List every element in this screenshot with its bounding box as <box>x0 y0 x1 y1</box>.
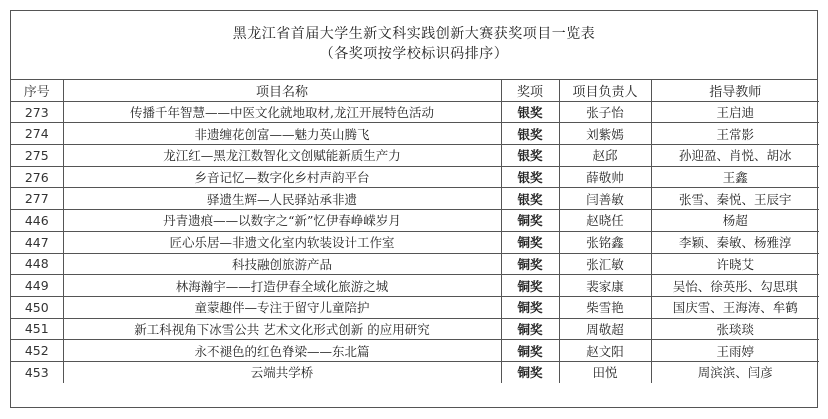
award: 铜奖 <box>501 361 559 382</box>
table-subtitle: （各奖项按学校标识码排序） <box>319 46 509 62</box>
header-leader: 项目负责人 <box>559 80 651 101</box>
project-name: 乡音记忆—数字化乡村声韵平台 <box>63 166 501 188</box>
header-advisor: 指导教师 <box>651 80 819 101</box>
header-row <box>11 80 819 101</box>
row-index: 451 <box>11 318 63 340</box>
award: 铜奖 <box>501 275 559 297</box>
advisor: 张琰琰 <box>651 318 819 340</box>
advisor: 王鑫 <box>651 166 819 188</box>
row-index: 447 <box>11 231 63 253</box>
award: 铜奖 <box>501 253 559 275</box>
project-name: 云端共学桥 <box>63 361 501 382</box>
project-leader: 裴家康 <box>559 275 651 297</box>
advisor: 国庆雪、王海涛、牟鹤 <box>651 296 819 318</box>
award: 银奖 <box>501 145 559 167</box>
project-leader: 赵晓任 <box>559 210 651 232</box>
row-index: 277 <box>11 188 63 210</box>
project-name: 匠心乐居—非遗文化室内软装设计工作室 <box>63 231 501 253</box>
project-leader: 刘紫嫣 <box>559 123 651 145</box>
table-row <box>11 340 819 362</box>
project-leader: 张铭鑫 <box>559 231 651 253</box>
advisor: 孙迎盈、肖悦、胡冰 <box>651 145 819 167</box>
award: 银奖 <box>501 123 559 145</box>
table-row <box>11 101 819 123</box>
project-name: 丹青遗痕——以数字之“新”忆伊春峥嵘岁月 <box>63 210 501 232</box>
row-index: 276 <box>11 166 63 188</box>
header-award: 奖项 <box>501 80 559 101</box>
table-title: 黑龙江省首届大学生新文科实践创新大赛获奖项目一览表 <box>232 26 596 42</box>
row-index: 273 <box>11 101 63 123</box>
table-row <box>11 188 819 210</box>
table-row <box>11 123 819 145</box>
award: 铜奖 <box>501 210 559 232</box>
table-row <box>11 210 819 232</box>
project-name: 龙江红—黑龙江数智化文创赋能新质生产力 <box>63 145 501 167</box>
row-index: 452 <box>11 340 63 362</box>
advisor: 周滨滨、闫彦 <box>651 361 819 382</box>
project-name: 永不褪色的红色脊梁——东北篇 <box>63 340 501 362</box>
advisor: 许晓艾 <box>651 253 819 275</box>
project-name: 新工科视角下冰雪公共 艺术文化形式创新 的应用研究 <box>63 318 501 340</box>
project-leader: 张汇敏 <box>559 253 651 275</box>
project-leader: 薛敬帅 <box>559 166 651 188</box>
award: 银奖 <box>501 166 559 188</box>
award: 银奖 <box>501 188 559 210</box>
award: 铜奖 <box>501 296 559 318</box>
row-index: 446 <box>11 210 63 232</box>
project-name: 林海瀚宇——打造伊春全域化旅游之城 <box>63 275 501 297</box>
table-row <box>11 231 819 253</box>
project-leader: 周敬超 <box>559 318 651 340</box>
advisor: 王常影 <box>651 123 819 145</box>
project-leader: 闫善敏 <box>559 188 651 210</box>
row-index: 274 <box>11 123 63 145</box>
row-index: 275 <box>11 145 63 167</box>
award: 铜奖 <box>501 340 559 362</box>
title-block <box>11 11 817 80</box>
award: 铜奖 <box>501 231 559 253</box>
project-leader: 张子怡 <box>559 101 651 123</box>
project-name: 传播千年智慧——中医文化就地取材,龙江开展特色活动 <box>63 101 501 123</box>
row-index: 450 <box>11 296 63 318</box>
row-index: 453 <box>11 361 63 382</box>
project-name: 非遗缠花创富——魅力英山腾飞 <box>63 123 501 145</box>
table-row <box>11 166 819 188</box>
advisor: 吴怡、徐英彤、勾思琪 <box>651 275 819 297</box>
row-index: 448 <box>11 253 63 275</box>
header-index: 序号 <box>11 80 63 101</box>
project-name: 驿遗生辉—人民驿站承非遗 <box>63 188 501 210</box>
project-leader: 柴雪艳 <box>559 296 651 318</box>
advisor: 王启迪 <box>651 101 819 123</box>
advisor: 杨超 <box>651 210 819 232</box>
award: 银奖 <box>501 101 559 123</box>
header-project-name: 项目名称 <box>63 80 501 101</box>
table-row <box>11 318 819 340</box>
project-leader: 赵邱 <box>559 145 651 167</box>
table-row <box>11 361 819 382</box>
project-leader: 赵文阳 <box>559 340 651 362</box>
award: 铜奖 <box>501 318 559 340</box>
project-name: 科技融创旅游产品 <box>63 253 501 275</box>
table-row <box>11 253 819 275</box>
table-row <box>11 145 819 167</box>
advisor: 李颖、秦敏、杨雅淳 <box>651 231 819 253</box>
award-table <box>11 80 819 383</box>
project-name: 童蒙趣伴—专注于留守儿童陪护 <box>63 296 501 318</box>
row-index: 449 <box>11 275 63 297</box>
table-row <box>11 296 819 318</box>
award-table-container <box>10 10 818 408</box>
advisor: 王雨婷 <box>651 340 819 362</box>
advisor: 张雪、秦悦、王辰宇 <box>651 188 819 210</box>
table-row <box>11 275 819 297</box>
project-leader: 田悦 <box>559 361 651 382</box>
